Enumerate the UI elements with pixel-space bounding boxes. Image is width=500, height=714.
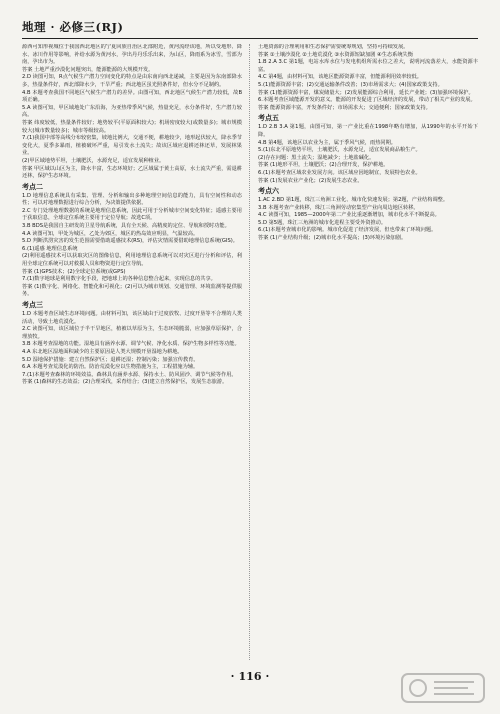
section-heading: 考点六: [258, 187, 279, 196]
column-divider: [249, 44, 250, 660]
page-header: [22, 14, 478, 39]
answer-paragraph: 1.D 本题考查区域生态环境问题。由材料可知，该区域由于过度放牧、过度开垦等不合理的人类活动，导致土地荒漠化。: [22, 311, 242, 325]
answer-paragraph: 5.(1)东北平原地势平坦，土壤肥沃，水源充足，适宜发展商品粮生产。: [258, 147, 421, 154]
page-number: 116: [238, 670, 262, 683]
answer-paragraph: (2)甲区域地势平坦，土壤肥沃，水源充足，适宜发展种植业。: [22, 157, 165, 164]
answer-paragraph: 答案 (1)发展农业产业化；(2)发展生态农业。: [258, 177, 363, 184]
answer-paragraph: 5.D 第5题，珠江三角洲的城市化进程主要受外资推动。: [258, 219, 387, 226]
watermark-logo: [400, 670, 486, 706]
answer-paragraph: 土地资源的合理利用和生态保护需要统筹规划，坚持可持续发展。: [258, 44, 409, 50]
answer-paragraph: 1.D 地理信息系统具有采集、管理、分析和输出多种地理空间信息的能力，具有空间性和动态性；可以对地理数据进行综合分析，为决策提供依据。: [22, 192, 242, 207]
dot-left: ·: [230, 670, 235, 683]
answer-paragraph: 6.(1)本题考查城市化的影响。城市化促进了经济发展，但也带来了环境问题。: [258, 227, 437, 234]
answer-paragraph: 5.D 湿地保护措施：建立自然保护区；退耕还湿；控制污染；加强宣传教育。: [22, 356, 199, 363]
page-title: 地理 · 必修三(RJ): [22, 20, 124, 34]
right-text-column: [258, 44, 478, 664]
answer-paragraph: 答案 (1)地形平坦，土壤肥沃；(2)合理开发，保护耕地。: [258, 162, 389, 169]
answer-paragraph: 6.(1)遥感 地理信息系统: [22, 245, 78, 252]
answer-paragraph: 答案 ①土壤沙漠化 ②土地荒漠化 ③水资源短缺加剧 ④生态系统失衡: [258, 51, 413, 58]
answer-paragraph: 答案 土地严重沙漠化问题突出，能源能源的大规模开发。: [22, 66, 154, 73]
answer-paragraph: 源西可知形视城位于我国西北地区的宁夏回族自治区北部附近，黄河流经该地，所以受地形、降水、冰川作用等影响，补给水源为黄河水，孕出丹丹乐乐出来，为山区，降雨系为冰雪，雪部为南，孕出市为。: [22, 44, 242, 66]
section-heading: 考点五: [258, 114, 279, 123]
answer-paragraph: 3.B 本题考查湿地的功能。湿地具有涵养水源、调节气候、净化水质、保护生物多样性等功能。: [22, 341, 240, 348]
answer-paragraph: 3.B BDS是我国自主研发的卫星导航系统，具有全天候、高精度的定位、导航和授时功能。: [22, 223, 230, 230]
answer-paragraph: 6.A 本题考查荒漠化的防治。防治荒漠化应以生物措施为主，工程措施为辅。: [22, 364, 199, 371]
answer-paragraph: 2.C 专门处理地理数据的系统是地理信息系统，因此可用于分析城市空间变化特征；遥感主要用于获取信息，全球定位系统主要用于定位导航；故选C项。: [22, 207, 242, 222]
answer-paragraph: 答案 纬度较低，热量条件较好；地势较平(平原面积较大)；机场密度较大(或数量多)；城市规模较大(城市数量较多)；城市等级较高。: [22, 119, 242, 134]
answer-paragraph: 7.(1)数字地球是利用数字化手段，把地球上的各种信息整合起来，实现信息的共享。: [22, 276, 216, 283]
answer-paragraph: 1.D 2.B 3.A 第1题，由图可知，第一产业比重在1998年略有增加，从1990年的水平开始下降。: [258, 124, 478, 138]
answer-paragraph: 2.D 读图可知，R点气候生产潜力空间变化的特点是由东南向西北递减，主要是因为东南部降水多，热量条件好，西北部降水少，干旱严重；西北地区虽光照条件好，但水分不足制约。: [22, 74, 242, 88]
answer-paragraph: 4.B 本题考查我国不同地区气候生产潜力的差异。由图可知，西北地区气候生产潜力较低，故B项正确。: [22, 89, 242, 104]
answer-paragraph: 1.B 2.A 3.C 第1题，电站水库水位与发电机组所需水位之差大，说明河流落差大，水能资源丰富。: [258, 59, 478, 73]
answer-paragraph: 4.A 东北地区湿地面积减少的主要原因是人类大规模开垦湿地为耕地。: [22, 348, 183, 355]
answer-paragraph: 7.(1)本题考查森林的环境效益。森林具有涵养水源、保持水土、防风固沙、调节气候等作用。: [22, 371, 237, 378]
answer-paragraph: 4.C 读图可知，1985—2000年第二产业比重逐渐增加，城市化水平不断提高。: [258, 212, 440, 219]
answer-paragraph: 5.D 判断洪涝灾害的发生范围需要借助遥感技术(RS)，评估灾情需要借助地理信息系统(GIS)。: [22, 238, 238, 245]
answer-paragraph: 答案 甲区域以山区为主，降水丰富，生态环境好；乙区域属于黄土高原，水土流失严重，需退耕还林，保护生态环境。: [22, 165, 242, 180]
answer-paragraph: 5.A 读图可知，甲区域地处广东沿海，为亚热带季风气候，热量充足，水分条件好，生产潜力较高。: [22, 104, 242, 119]
answer-paragraph: 4.B 第4题，该地区以农业为主，属于季风气候，雨热同期。: [258, 139, 396, 146]
answer-paragraph: 6.(1)本题考查区域农业发展方向。该区域应因地制宜，发展特色农业。: [258, 169, 421, 176]
left-text-column: [22, 44, 242, 664]
answer-paragraph: (2)利用遥感技术可以获取灾区的图像信息，利用地理信息系统可以对灾区进行分析和评估，利用全球定位系统可以对救援人员和物资进行定位导航。: [22, 253, 242, 268]
answer-paragraph: 4.A 读图可知，甲处为城区，乙处为郊区，城区的热岛效应明显，气温较高。: [22, 230, 199, 237]
answer-paragraph: 2.C 读图可知，该区域位于半干旱地区，植被以草原为主，生态环境脆弱，应加强草原保护，合理放牧。: [22, 326, 242, 340]
section-heading: 考点二: [22, 182, 43, 191]
answer-paragraph: 4.C 第4题，由材料可知，该地区能源资源丰富，但能源利用效率较低。: [258, 74, 422, 81]
dot-right: ·: [265, 670, 270, 683]
answer-paragraph: 答案 (1)GPS技术；(2)全球定位系统(或GPS): [22, 268, 126, 275]
answer-paragraph: 答案 (1)能源资源丰富，煤炭储量大；(2)发展能源综合利用，延长产业链；(3)加强环境保护。: [258, 89, 474, 96]
answer-paragraph: 1.AC 2.BD 第1题，珠江三角洲工业化、城市化快速发展；第2题，产业结构调整。: [258, 197, 449, 204]
answer-paragraph: 答案 (1)产业结构升级；(2)城市化水平提高；(3)环境污染加剧。: [258, 235, 407, 242]
answer-paragraph: 7.(1)我国中部等高线分布较密集，坡地比例大，交通不便，耕地较少，地形起伏较大，降水季节变化大，夏季多暴雨，植被破坏严重，易引发水土流失；故该区域应退耕还林还草，发展林果业。: [22, 135, 242, 157]
answer-paragraph: 答案 (1)数字化、网络化、智能化和可视化；(2)可以为城市规划、交通管理、环境监测等提供服务。: [22, 283, 242, 298]
answer-paragraph: 答案 (1)森林的生态效益；(2)合理采伐，采育结合；(3)建立自然保护区，发展生态旅游。: [22, 379, 228, 386]
answer-paragraph: 3.B 本题考查产业转移，珠江三角洲劳动密集型产业向周边地区转移。: [258, 204, 419, 211]
answer-paragraph: 6.本题考查区域能源开发的意义。能源的开发促进了区域经济的发展，带动了相关产业的发展。: [258, 97, 476, 104]
answer-paragraph: 5.(1)能源资源丰富；(2)交通运输条件改善；(3)市场需求大；(4)国家政策支持。: [258, 81, 443, 88]
section-heading: 考点三: [22, 301, 43, 309]
answer-paragraph: (2)存在问题：黑土流失；湿地减少；土地盐碱化。: [258, 154, 375, 161]
answer-paragraph: 答案 能源资源丰富，开发条件好；市场需求大；交通便利；国家政策支持。: [258, 104, 431, 111]
